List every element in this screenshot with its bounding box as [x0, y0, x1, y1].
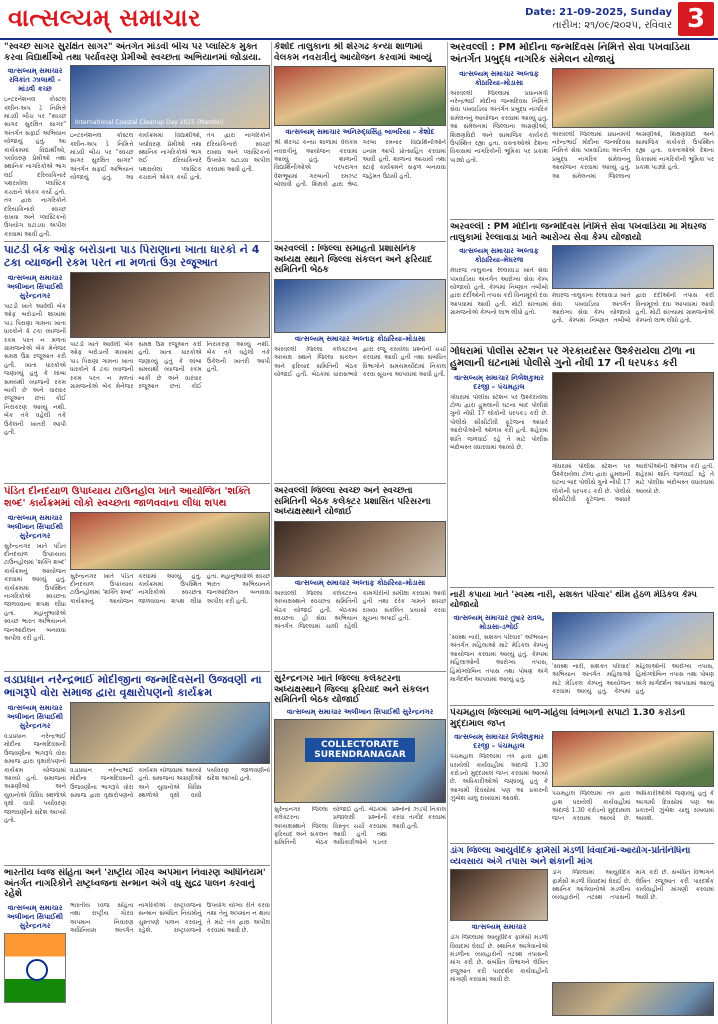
divider — [4, 671, 270, 672]
photo-signboard: COLLECTORATE SURENDRANAGAR — [305, 738, 415, 762]
byline: વાત્સલ્યમ્ સમાચાર — [471, 923, 527, 932]
story-body: અરવલ્લી જિલ્લા કલેક્ટરના અધ્યક્ષ સ્થાને જિલ્લા સંકલન અને ફરિયાદ સમિતિની બેઠક યોજાઈ હતી. બેઠકમાં ધારાસભ્યો દ્વારા રજૂ કરાયેલા પ્રશ્નોની ચર્ચા કરવામાં આવી હતી તથા સંબંધિત વિભાગોને સમયમર્યાદામાં નિકાલ કરવા સૂચના આપવામાં આવી હતી. — [274, 345, 446, 379]
divider — [274, 241, 446, 242]
photo — [274, 66, 446, 126]
masthead — [0, 0, 718, 40]
byline: વાત્સલ્યમ્ સમાચાર અલ્તાફ કોઠારિયા–મેઘરજ — [459, 247, 539, 265]
photo — [274, 521, 446, 577]
story-deendayal — [4, 486, 270, 670]
story-body-continued: અરવલ્લી જિલ્લામાં પ્રધાનમંત્રી નરેન્દ્રભાઈ મોદીના જન્મદિવસ નિમિત્તે સેવા પખવાડિયા અંતર્ગત પ્રબુદ્ધ નાગરિક સંમેલનનું આયોજન કરવામાં આવ્યું હતું. આ સંમેલનમાં જિલ્લાના અગ્રણીઓ, શિક્ષણવિદો અને સામાજિક કાર્યકરો ઉપસ્થિત રહ્યા હતા. વક્તાઓએ દેશના વિકાસમાં નાગરિકોની ભૂમિકા પર પ્રકાશ પાડ્યો હતો. — [552, 130, 714, 180]
story-surendranagar — [274, 674, 446, 1024]
story-arvalli-pm — [450, 42, 714, 218]
story-body: મેઘરજ તાલુકાના રેલ્લાવાડા ખાતે સેવા પખવાડિયા અંતર્ગત આરોગ્ય સેવા કેમ્પ યોજાયો હતો. કેમ્પમાં નિષ્ણાત તબીબો દ્વારા દર્દીઓની તપાસ કરી વિનામૂલ્યે દવા આપવામાં આવી હતી. મોટી સંખ્યામાં ગ્રામજનોએ કેમ્પનો લાભ લીધો હતો. — [450, 267, 548, 317]
headline: પંચમહાલ જિલ્લામાં બાળ-મહિલા વિભાગનો સપાટો 1.30 કરોડનો મુદ્દામાલ જપ્ત — [450, 708, 686, 729]
story-body-continued: મેઘરજ તાલુકાના રેલ્લાવાડા ખાતે સેવા પખવાડિયા અંતર્ગત આરોગ્ય સેવા કેમ્પ યોજાયો હતો. કેમ્પમાં નિષ્ણાત તબીબો દ્વારા દર્દીઓની તપાસ કરી વિનામૂલ્યે દવા આપવામાં આવી હતી. મોટી સંખ્યામાં ગ્રામજનોએ કેમ્પનો લાભ લીધો હતો. — [552, 292, 714, 325]
headline: અરવલ્લી જિલ્લા સ્વચ્છ અને સ્વચ્છતા સમિતિની બેઠક કલેક્ટર પ્રશાસિત પરિસરના અધ્યક્ષસ્થાને યોજાઈ — [274, 486, 431, 518]
divider — [450, 219, 714, 220]
story-godhra — [450, 346, 714, 586]
story-body: પાટડી ખાતે આવેલી બેંક ઓફ બરોડાની શાખામાં પાડ પિરાણા ગામના ખાતા ધારકોને 4 ટકા વ્યાજની રકમ પરત ન મળતાં ગ્રામજનોએ બેંક મેનેજર સમક્ષ ઉગ્ર રજૂઆત કરી હતી. ખાતા ધારકોએ જણાવ્યું હતું કે લાંબા સમયથી વ્યાજની રકમ બાકી છે અને વારંવાર રજૂઆત છતાં કોઈ નિરાકરણ આવ્યું નથી. બેંક તંત્રે વહેલી તકે ઉકેલની ખાતરી આપી હતી. — [4, 302, 66, 437]
story-body: ઇન્ટરનેશનલ કોસ્ટલ ક્લીન-અપ ડે નિમિત્તે માંડવી બીચ પર "સ્વચ્છ સાગર સુરક્ષિત સાગર" અંતર્ગત સફાઈ અભિયાન યોજાયું હતું. આ કાર્યક્રમમાં વિદ્યાર્થીઓ, પર્યાવરણ પ્રેમીઓ તથા સ્થાનિક નાગરિકોએ ભાગ લઈ દરિયાકિનારે પથરાયેલા પ્લાસ્ટિક કચરાને એકત્ર કર્યો હતો. તંત્ર દ્વારા નાગરિકોને દરિયાકિનારો સ્વચ્છ રાખવા અને પ્લાસ્ટિકનો ઉપયોગ ઘટાડવા અપીલ કરવામાં આવી હતી. — [4, 96, 66, 238]
headline: સુરેન્દ્રનગર ખાતે જિલ્લા કલેક્ટરના અધ્યક્ષસ્થાને જિલ્લા ફરિયાદ અને સંકલન સમિતિની બેઠક યોજાઈ — [274, 674, 430, 706]
headline: અરવલ્લી : PM મોદીના જન્મદિવસ નિમિત્તે સેવા પખવાડિયા મા મેઘરજ તાલુકામાં રેલ્લાવાડા ખાતે આરોગ્ય સેવા કેમ્પ યોજાયો — [450, 222, 707, 243]
photo — [552, 245, 714, 289]
photo — [70, 512, 270, 570]
divider — [274, 483, 446, 484]
divider — [450, 587, 714, 588]
photo — [70, 702, 270, 764]
story-arvalli-hq — [274, 244, 446, 482]
byline: વાત્સલ્યમ્ સમાચાર રવિકાંત ઝાલાથી – માંડવી કચ્છ — [7, 67, 63, 94]
story-arvalli-health — [450, 222, 714, 342]
story-body: પંચમહાલ જિલ્લામાં તંત્ર દ્વારા હાથ ધરાયેલી કાર્યવાહીમાં અંદાજે 1.30 કરોડનો મુદ્દામાલ જપ્ત કરવામાં આવ્યો છે. અધિકારીઓએ જણાવ્યું હતું કે આગામી દિવસોમાં પણ આ પ્રકારની ઝુંબેશ ચાલુ રાખવામાં આવશે. — [450, 753, 548, 803]
byline: વાત્સલ્યમ્ સમાચાર અલ્તાફ કોઠારિયા–મોડાસા — [294, 334, 426, 343]
story-body-continued: વડાપ્રધાન નરેન્દ્રભાઈ મોદીના જન્મદિવસની ઉજવણીના ભાગરૂપે વોરા સમાજ દ્વારા વૃક્ષારોપણનો કાર્યક્રમ યોજવામાં આવ્યો હતો. સમાજના અગ્રણીઓ અને યુવાનોએ વિવિધ સ્થળોએ વૃક્ષો વાવી પર્યાવરણ જાળવણીનો સંદેશ આપ્યો હતો. — [70, 766, 270, 800]
story-body: સુરેન્દ્રનગર ખાતે પંડિત દીનદયાળ ઉપાધ્યાય ટાઉનહોલમાં 'શક્તિ શબ્દ' કાર્યક્રમનું આયોજન કરવામાં આવ્યું હતું. કાર્યક્રમમાં ઉપસ્થિત નાગરિકોએ સ્વચ્છતા જાળવવાના શપથ લીધા હતા. મહાનુભાવોએ સ્વચ્છ ભારત અભિયાનને જનઆંદોલન બનાવવા અપીલ કરી હતી. — [4, 542, 66, 643]
byline: વાત્સલ્યમ્ સમાચાર અલીખાન સિપાઈથી સુરેન્દ્રનગર — [6, 903, 64, 930]
photo — [552, 68, 714, 128]
column-divider — [447, 42, 448, 1024]
divider — [4, 865, 270, 866]
story-body: અરવલ્લી જિલ્લા કલેક્ટરના અધ્યક્ષસ્થાને સ્વચ્છતા સમિતિની બેઠક યોજાઈ હતી. બેઠકમાં સ્વચ્છતા હી સેવા અભિયાન અંતર્ગત જિલ્લામાં ચાલી રહેલી કામગીરીની સમીક્ષા કરવામાં આવી હતી તથા દરેક ગામને સ્વચ્છ રાખવા સંકલિત પ્રયાસો કરવા સૂચના અપાઈ હતી. — [274, 589, 446, 631]
headline: અરવલ્લી : જિલ્લા સમાહર્તા પ્રશાસનિક અધ્યક્ષ સ્થાને જિલ્લા સંકલન અને ફરિયાદ સમિતિની બેઠક — [274, 244, 433, 276]
dateline — [525, 6, 672, 32]
story-dang — [450, 846, 714, 1024]
headline: પંડિત દીનદયાળ ઉપાધ્યાય ટાઉનહોલ ખાતે આયોજિત 'શક્તિ શબ્દ' કાર્યક્રમમાં લોકો સ્વચ્છતા જાળવવાના લીધા શપથ — [4, 486, 251, 509]
byline: વાત્સલ્યમ્ સમાચાર અલીખાન સિપાઈથી સુરેન્દ્રનગર — [286, 707, 434, 716]
story-narmada-camp — [450, 590, 714, 704]
divider — [450, 843, 714, 844]
headline: વડાપ્રધાન નરેન્દ્રભાઈ મોદીજીના જન્મદિવસની ઉજવણી ના ભાગરૂપે વોરા સમાજ દ્વારા વૃક્ષારોપણનો કાર્યક્રમ — [4, 674, 262, 699]
story-body-continued: સુરેન્દ્રનગર ખાતે પંડિત દીનદયાળ ઉપાધ્યાય ટાઉનહોલમાં 'શક્તિ શબ્દ' કાર્યક્રમનું આયોજન કરવામાં આવ્યું હતું. કાર્યક્રમમાં ઉપસ્થિત નાગરિકોએ સ્વચ્છતા જાળવવાના શપથ લીધા હતા. મહાનુભાવોએ સ્વચ્છ ભારત અભિયાનને જનઆંદોલન બનાવવા અપીલ કરી હતી. — [70, 572, 270, 605]
headline: પાટડી બેંક ઓફ બરોડાના પાડ પિરાણાના ખાતા ધારકો ને 4 ટકા વ્યાજની રકમ પરત ના મળતાં ઉગ્ર રજૂઆત — [4, 244, 260, 269]
headline: નારી કપાયા ખાતે 'સ્વસ્થ નારી, સશક્ત પરિવાર' થીમ હેઠળ મેડિકલ કેમ્પ યોજાયો — [450, 590, 697, 611]
byline: વાત્સલ્યમ્ સમાચાર અલીખાન સિપાઈથી સુરેન્દ્રનગર — [6, 513, 64, 540]
byline: વાત્સલ્યમ્ સમાચાર અલીખાન સિપાઈથી સુરેન્દ્રનગર — [6, 703, 64, 730]
story-sagar — [4, 42, 270, 240]
column-left — [4, 42, 270, 1024]
headline: ગોધરામાં પોલીસ સ્ટેશન પર ગેરકાયદેસર ઉશ્કેરાયેલા ટોળા ના હુમલાની ઘટનામાં પોલીસે ગુનો નોંધી 17 ની ધરપકડ કરી — [450, 346, 696, 369]
newspaper-brand: વાત્સલ્યમ્ સમાચાર — [8, 4, 201, 32]
story-body: 'સ્વસ્થ નારી, સશક્ત પરિવાર' અભિયાન અંતર્ગત મહિલાઓ માટે મેડિકલ કેમ્પનું આયોજન કરવામાં આવ્યું હતું. કેમ્પમાં મહિલાઓની આરોગ્ય તપાસ, હિમોગ્લોબિન તપાસ તથા પોષણ અંગે માર્ગદર્શન આપવામાં આવ્યું હતું. — [450, 634, 548, 684]
story-body: ગોધરામાં પોલીસ સ્ટેશન પર ઉશ્કેરાયેલા ટોળા દ્વારા હુમલાની ઘટના બાદ પોલીસે ગુનો નોંધી 17 લોકોની ધરપકડ કરી છે. પોલીસે સીસીટીવી ફૂટેજના આધારે આરોપીઓની ઓળખ કરી હતી. શહેરમાં શાંતિ જળવાઈ રહે તે માટે પોલીસ બંદોબસ્ત વધારવામાં આવ્યો છે. — [450, 393, 548, 452]
date-english: Date: 21-09-2025, Sunday — [525, 7, 672, 18]
story-body-continued: પંચમહાલ જિલ્લામાં તંત્ર દ્વારા હાથ ધરાયેલી કાર્યવાહીમાં અંદાજે 1.30 કરોડનો મુદ્દામાલ જપ્ત કરવામાં આવ્યો છે. અધિકારીઓએ જણાવ્યું હતું કે આગામી દિવસોમાં પણ આ પ્રકારની ઝુંબેશ ચાલુ રાખવામાં આવશે. — [552, 790, 714, 823]
date-gujarati: તારીખ: ૨૧/૦૯/૨૦૨૫, રવિવાર — [552, 20, 672, 31]
headline: "સ્વચ્છ સાગર સુરક્ષિત સાગર" અંતર્ગત માંડવી બીચ પર પ્લાસ્ટિક મુક્ત કરવા વિદ્યાર્થીઓ તથા પર્યાવરણ પ્રેમીઓ સ્વચ્છતા અભિયાનમાં જોડાયા. — [4, 42, 262, 63]
story-body: ભારતીય ધ્વજ સંહિતા તથા રાષ્ટ્રીય ગૌરવ અપમાન નિવારણ અધિનિયમ અંતર્ગત નાગરિકોએ રાષ્ટ્રધ્વજના સન્માન સંબંધિત નિયમોનું ચુસ્તપણે પાલન કરવાનું રહેશે. રાષ્ટ્રધ્વજનો ઉપયોગ યોગ્ય રીતે કરવા તથા તેનું અપમાન ન થાય તે માટે તંત્ર દ્વારા અપીલ કરવામાં આવી છે. — [70, 901, 270, 935]
byline: વાત્સલ્યમ્ સમાચાર નિલેશકુમાર દરજી – પંચમહાલ — [454, 733, 544, 751]
story-vadapradhan — [4, 674, 270, 864]
story-pride — [4, 868, 270, 1024]
headline: ડાંગ જિલ્લા આયુર્વેદિક ફાર્મસી મંડળી વિવાદમાં-આયોગ-પ્રતિનિધિના વ્યવસાય અંગે તપાસ અને શંકાની માંગ — [450, 846, 691, 867]
story-body-continued: ઇન્ટરનેશનલ કોસ્ટલ ક્લીન-અપ ડે નિમિત્તે માંડવી બીચ પર "સ્વચ્છ સાગર સુરક્ષિત સાગર" અંતર્ગત સફાઈ અભિયાન યોજાયું હતું. આ કાર્યક્રમમાં વિદ્યાર્થીઓ, પર્યાવરણ પ્રેમીઓ તથા સ્થાનિક નાગરિકોએ ભાગ લઈ દરિયાકિનારે પથરાયેલા પ્લાસ્ટિક કચરાને એકત્ર કર્યો હતો. તંત્ર દ્વારા નાગરિકોને દરિયાકિનારો સ્વચ્છ રાખવા અને પ્લાસ્ટિકનો ઉપયોગ ઘટાડવા અપીલ કરવામાં આવી હતી. — [70, 132, 270, 182]
headline: કેશોદ તાલુકાના શ્રી શેરગઢ કન્યા શાળામાં વેલકમ નવરાત્રીનું આયોજન કરવામાં આવ્યું — [274, 42, 432, 63]
photo — [274, 719, 446, 803]
story-body-continued: ડાંગ જિલ્લામાં આયુર્વેદિક ફાર્મસી મંડળી વિવાદમાં ઘેરાઈ છે. સ્થાનિક આગેવાનોએ મંડળીના વ્યવહારોની તટસ્થ તપાસની માંગ કરી છે. સંબંધિત વિભાગને લેખિત રજૂઆત કરી પારદર્શક કાર્યવાહીની માંગણી કરવામાં આવી છે. — [552, 869, 714, 902]
byline: વાત્સલ્યમ્ સમાચાર નિલેશકુમાર દરજી – પંચમહાલ — [454, 373, 544, 391]
photo — [450, 869, 548, 921]
story-body: વડાપ્રધાન નરેન્દ્રભાઈ મોદીના જન્મદિવસની ઉજવણીના ભાગરૂપે વોરા સમાજ દ્વારા વૃક્ષારોપણનો કાર્યક્રમ યોજવામાં આવ્યો હતો. સમાજના અગ્રણીઓ અને યુવાનોએ વિવિધ સ્થળોએ વૃક્ષો વાવી પર્યાવરણ જાળવણીનો સંદેશ આપ્યો હતો. — [4, 732, 66, 824]
story-body: ડાંગ જિલ્લામાં આયુર્વેદિક ફાર્મસી મંડળી વિવાદમાં ઘેરાઈ છે. સ્થાનિક આગેવાનોએ મંડળીના વ્યવહારોની તટસ્થ તપાસની માંગ કરી છે. સંબંધિત વિભાગને લેખિત રજૂઆત કરી પારદર્શક કાર્યવાહીની માંગણી કરવામાં આવી છે. — [450, 934, 548, 984]
story-body-continued: પાટડી ખાતે આવેલી બેંક ઓફ બરોડાની શાખામાં પાડ પિરાણા ગામના ખાતા ધારકોને 4 ટકા વ્યાજની રકમ પરત ન મળતાં ગ્રામજનોએ બેંક મેનેજર સમક્ષ ઉગ્ર રજૂઆત કરી હતી. ખાતા ધારકોએ જણાવ્યું હતું કે લાંબા સમયથી વ્યાજની રકમ બાકી છે અને વારંવાર રજૂઆત છતાં કોઈ નિરાકરણ આવ્યું નથી. બેંક તંત્રે વહેલી તકે ઉકેલની ખાતરી આપી હતી. — [70, 340, 270, 390]
story-kesod — [274, 42, 446, 240]
divider — [450, 343, 714, 344]
story-patdi — [4, 244, 270, 482]
photo — [70, 65, 270, 129]
byline: વાત્સલ્યમ્ સમાચાર અનિરુદ્ધસિંહ બાબરિયા – કેશોદ — [285, 128, 435, 137]
column-middle — [274, 42, 446, 1024]
byline: વાત્સલ્યમ્ સમાચાર અલીખાન સિપાઈથી સુરેન્દ્રનગર — [6, 273, 64, 300]
story-body: અરવલ્લી જિલ્લામાં પ્રધાનમંત્રી નરેન્દ્રભાઈ મોદીના જન્મદિવસ નિમિત્તે સેવા પખવાડિયા અંતર્ગત પ્રબુદ્ધ નાગરિક સંમેલનનું આયોજન કરવામાં આવ્યું હતું. આ સંમેલનમાં જિલ્લાના અગ્રણીઓ, શિક્ષણવિદો અને સામાજિક કાર્યકરો ઉપસ્થિત રહ્યા હતા. વક્તાઓએ દેશના વિકાસમાં નાગરિકોની ભૂમિકા પર પ્રકાશ પાડ્યો હતો. — [450, 89, 548, 164]
photo — [552, 612, 714, 660]
page-number: 3 — [678, 2, 714, 36]
story-body-continued: ગોધરામાં પોલીસ સ્ટેશન પર ઉશ્કેરાયેલા ટોળા દ્વારા હુમલાની ઘટના બાદ પોલીસે ગુનો નોંધી 17 લોકોની ધરપકડ કરી છે. પોલીસે સીસીટીવી ફૂટેજના આધારે આરોપીઓની ઓળખ કરી હતી. શહેરમાં શાંતિ જળવાઈ રહે તે માટે પોલીસ બંદોબસ્ત વધારવામાં આવ્યો છે. — [552, 462, 714, 504]
divider — [4, 241, 270, 242]
story-body: શ્રી શેરગઢ કન્યા શાળામાં વેલકમ નવરાત્રીનું આયોજન કરવામાં આવ્યું હતું. શાળાની વિદ્યાર્થિનીઓએ પરંપરાગત વેશભૂષામાં ગરબાની રમઝટ બોલાવી હતી. શિક્ષકો દ્વારા શ્રેષ્ઠ ગરબા રમનાર વિદ્યાર્થિનીઓને ઇનામ આપી પ્રોત્સાહિત કરવામાં આવી હતી. શાળાના આચાર્ય તથા સ્ટાફે કાર્યક્રમને સફળ બનાવવા જહેમત ઉઠાવી હતી. — [274, 139, 446, 189]
column-right — [450, 42, 714, 1024]
photo — [274, 279, 446, 333]
story-body-continued: 'સ્વસ્થ નારી, સશક્ત પરિવાર' અભિયાન અંતર્ગત મહિલાઓ માટે મેડિકલ કેમ્પનું આયોજન કરવામાં આવ્યું હતું. કેમ્પમાં મહિલાઓની આરોગ્ય તપાસ, હિમોગ્લોબિન તપાસ તથા પોષણ અંગે માર્ગદર્શન આપવામાં આવ્યું હતું. — [552, 663, 714, 696]
story-body: સુરેન્દ્રનગર જિલ્લા કલેક્ટરના અધ્યક્ષસ્થાને જિલ્લા ફરિયાદ અને સંકલન સમિતિની બેઠક યોજાઈ હતી. બેઠકમાં પ્રજાલક્ષી પ્રશ્નોની વિસ્તૃત ચર્ચા કરવામાં આવી હતી તથા અધિકારીઓને પડતર પ્રશ્નોનો ઝડપી નિકાલ કરવા તાકીદ કરવામાં આવી હતી. — [274, 805, 446, 847]
headline: ભારતીય ધ્વજ સંહિતા અને 'રાષ્ટ્રીય ગૌરવ અપમાન નિવારણ અધિનિયમ' અંતર્ગત નાગરિકોને રાષ્ટ્રધ્વજના સન્માન અંગે વધુ સુદ્રઢ પાલન કરવાનું રહેશે — [4, 868, 266, 900]
photo — [552, 731, 714, 787]
divider — [274, 671, 446, 672]
national-flag-image — [4, 933, 66, 1003]
byline: વાત્સલ્યમ્ સમાચાર અલ્તાફ કોઠારિયા–મોડાસા — [459, 69, 539, 87]
photo — [70, 272, 270, 338]
story-panchmahal — [450, 708, 714, 842]
divider — [4, 483, 270, 484]
column-divider — [271, 42, 272, 1024]
byline: વાત્સલ્યમ્ સમાચાર અલ્તાફ કોઠારિયા–મોડાસા — [294, 578, 426, 587]
divider — [450, 705, 714, 706]
story-arvalli-clean — [274, 486, 446, 670]
photo — [552, 372, 714, 460]
headline: અરવલ્લી : PM મોદીના જન્મદિવસ નિમિત્તે સેવા પખવાડિયા અંતર્ગત પ્રબુદ્ધ નાગરિક સંમેલન યોજાયું — [450, 42, 691, 65]
photo-caption: International Coastal Cleanup Day 2025 (Mandvi) — [75, 119, 224, 127]
byline: વાત્સલ્યમ્ સમાચાર તુષાર રાવલ, મોડાસા-ડભોઈ — [453, 614, 545, 632]
photo — [552, 982, 714, 1016]
